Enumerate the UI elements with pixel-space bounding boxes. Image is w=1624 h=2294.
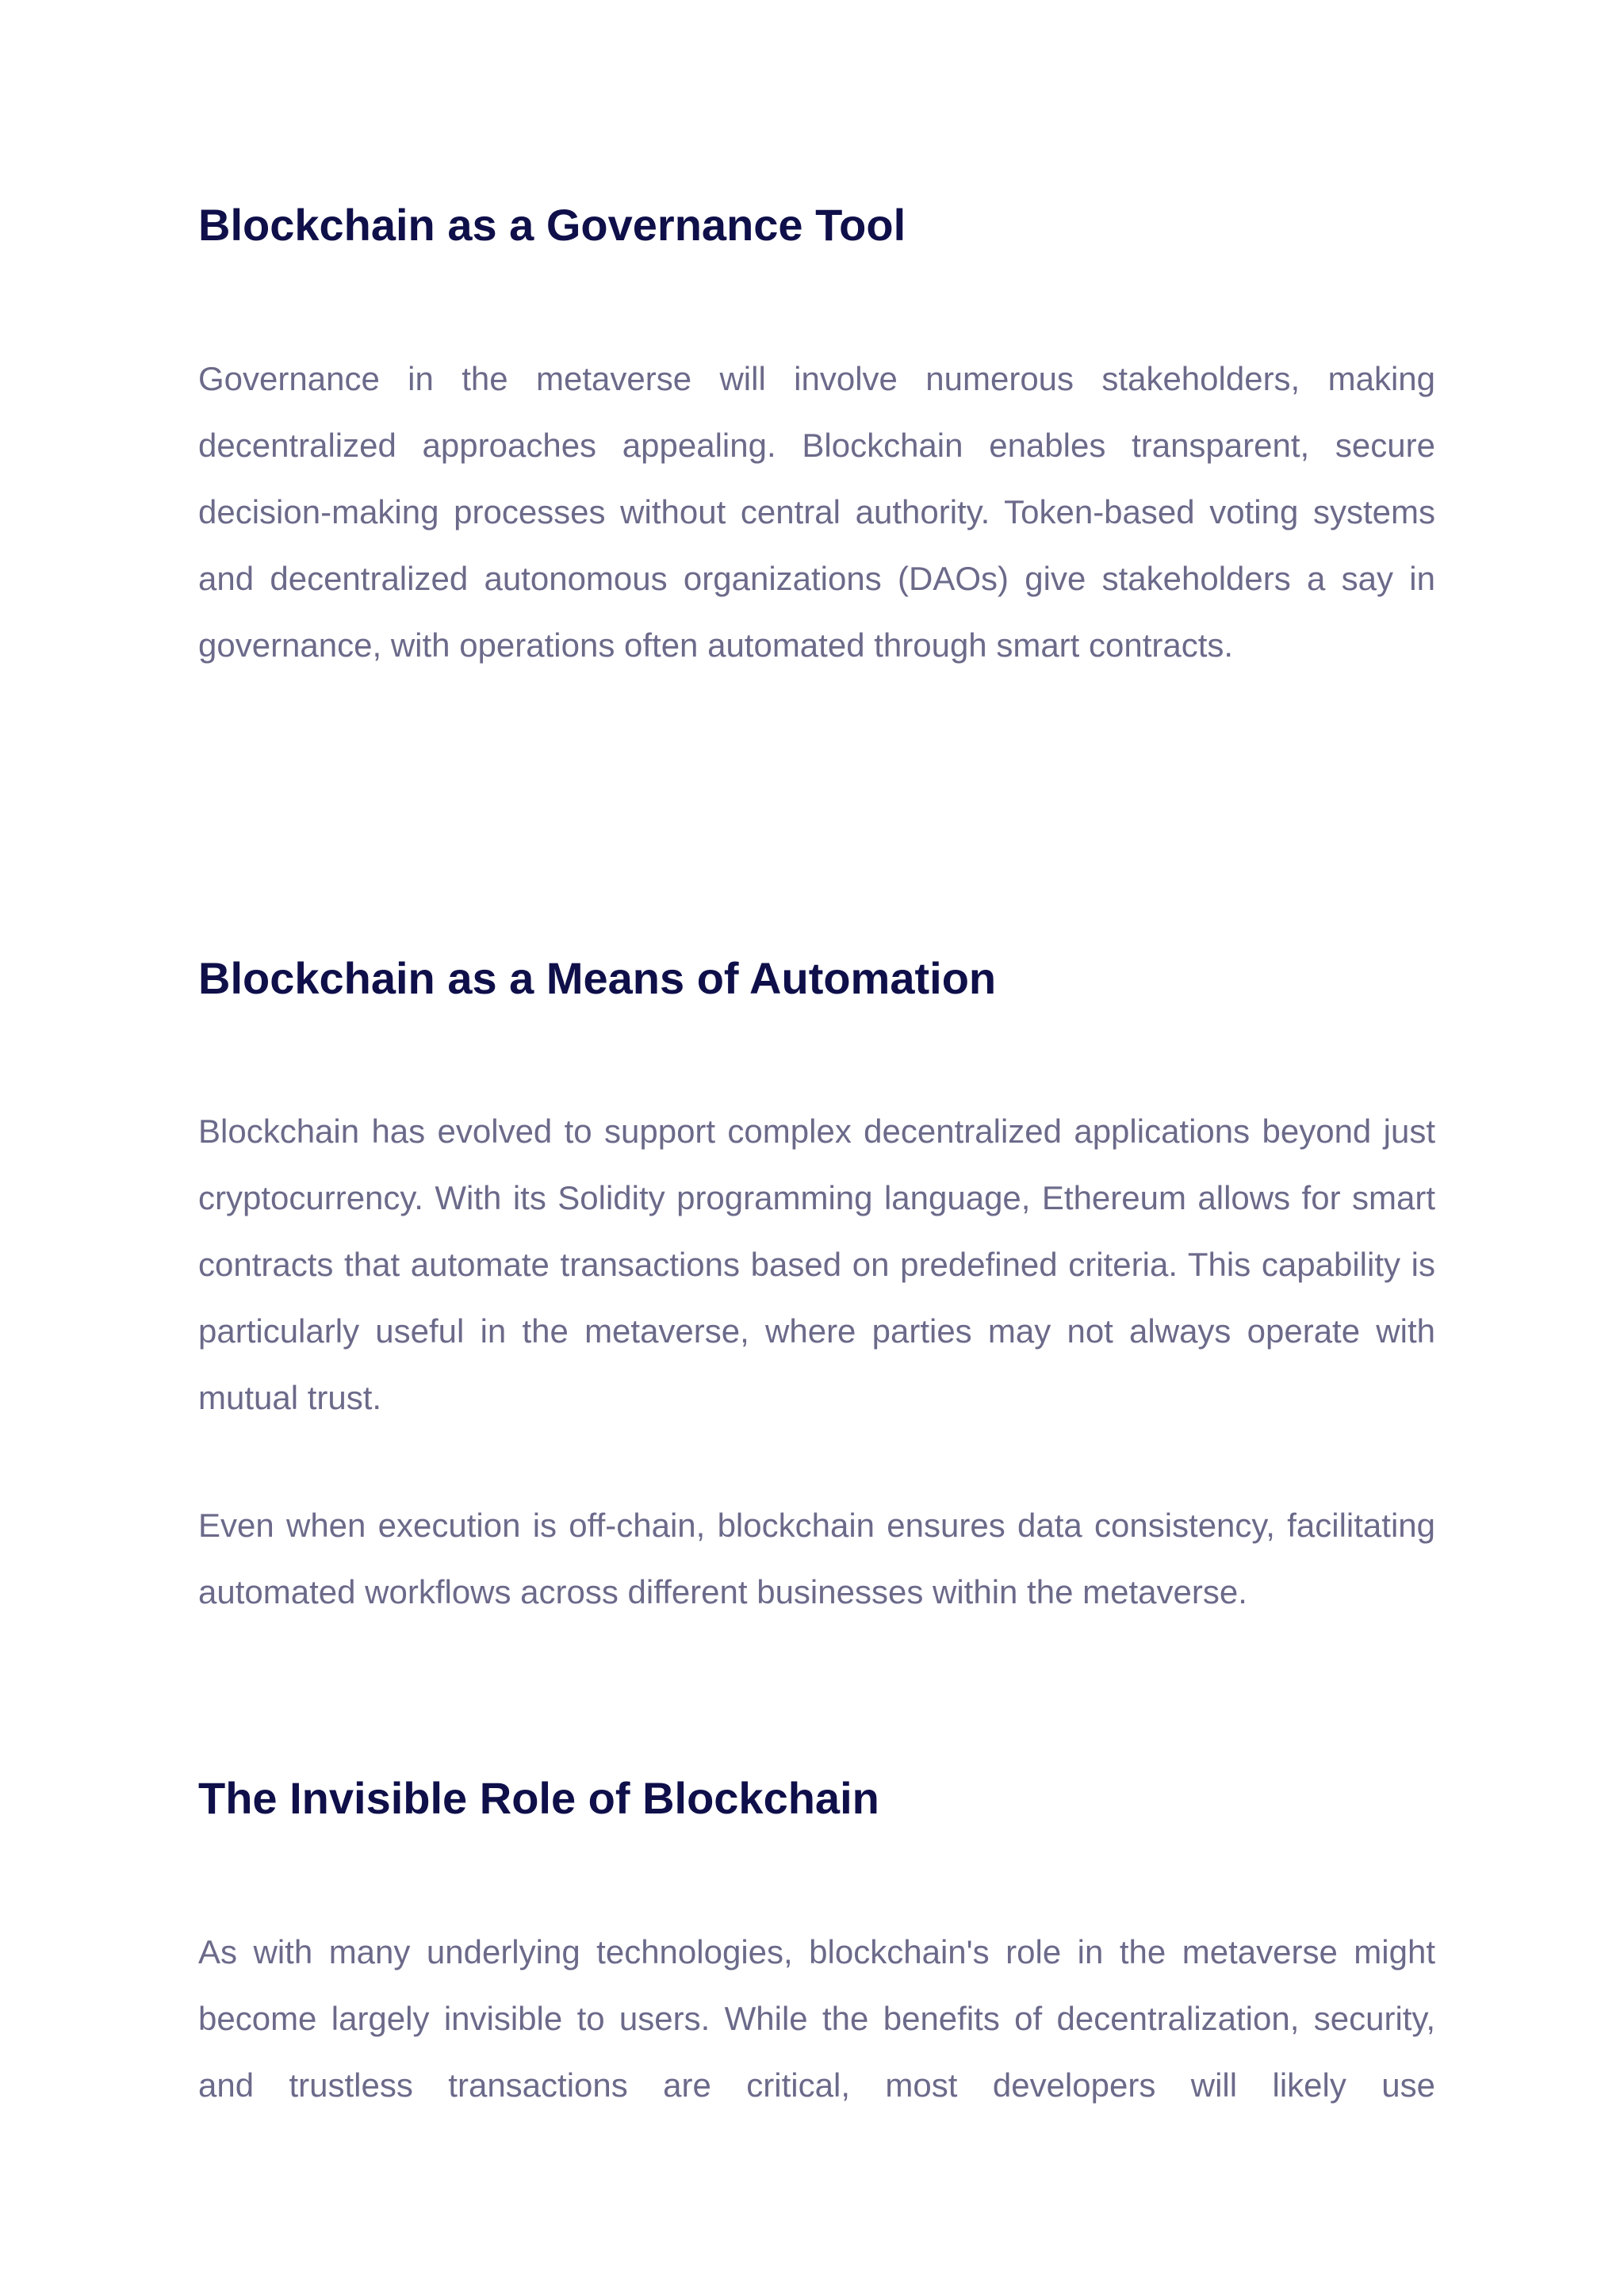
section-heading-automation: Blockchain as a Means of Automation <box>198 953 997 1003</box>
paragraph-automation-1: Blockchain has evolved to support complex decentralized applications beyond just cryptocurrency. With its Solidity programming language, Ethereum allows for smart contracts that automate transactions based on predefined criteria. This capability is particularly useful in the metaverse, where parties may not always operate with mutual trust. <box>198 1113 1435 1416</box>
section-heading-invisible-role: The Invisible Role of Blockchain <box>198 1773 879 1823</box>
paragraph-invisible-role: As with many underlying technologies, blockchain's role in the metaverse might become largely invisible to users. While the benefits of decentralization, security, and trustless transactions are critical, most developers will likely use <box>198 1933 1435 2104</box>
paragraph-governance: Governance in the metaverse will involve numerous stakeholders, making decentralized approaches appealing. Blockchain enables transparent, secure decision-making processes without central authority. Token-based voting systems and decentralized autonomous organizations (DAOs) give stakeholders a say in governance, with operations often automated through smart contracts. <box>198 360 1435 664</box>
section-heading-governance: Blockchain as a Governance Tool <box>198 200 906 250</box>
paragraph-automation-2: Even when execution is off-chain, blockchain ensures data consistency, facilitating automated workflows across different businesses within the metaverse. <box>198 1507 1435 1610</box>
